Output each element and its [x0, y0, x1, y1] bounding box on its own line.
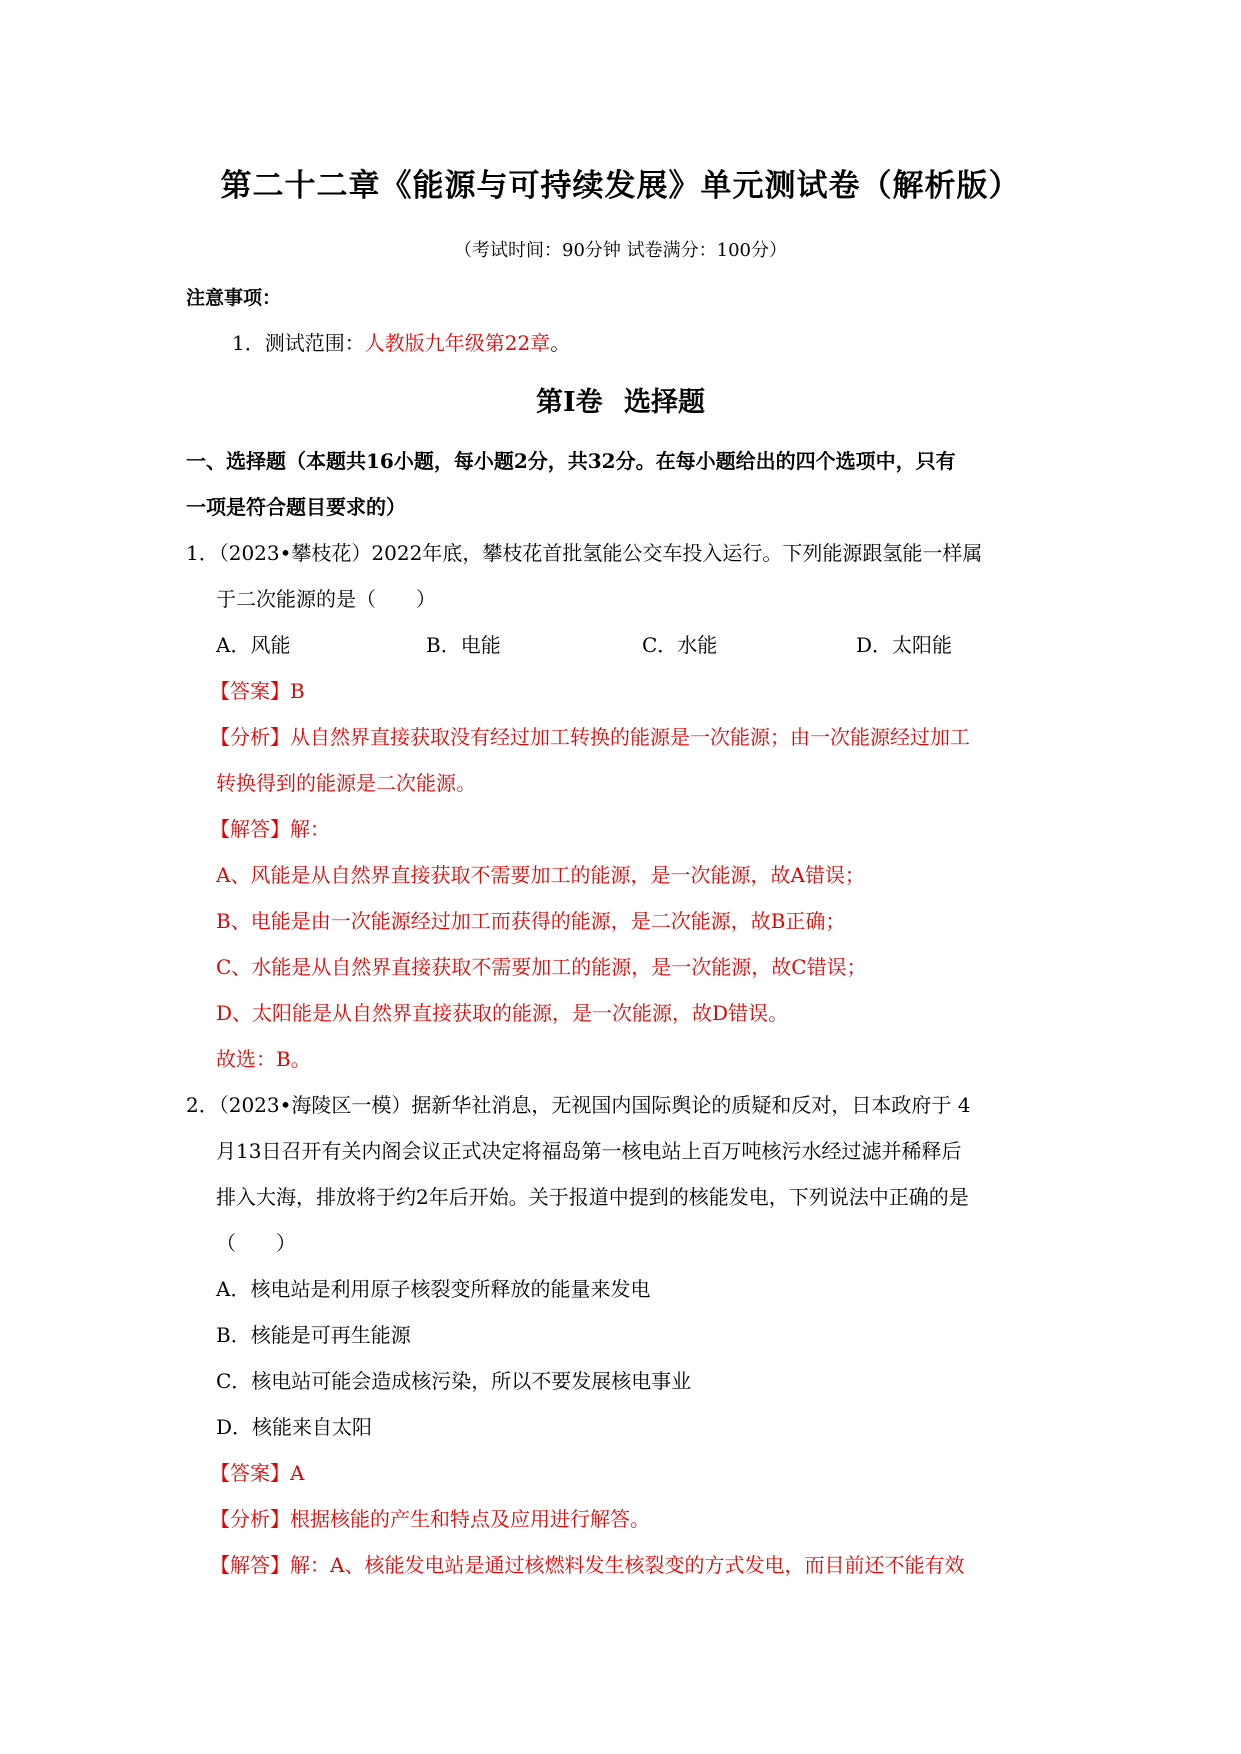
- section-instructions-line-1: 一、选择题（本题共16小题，每小题2分，共32分。在每小题给出的四个选项中，只有: [186, 449, 956, 473]
- q1-solution-tag: 【解答】: [210, 817, 290, 841]
- q1-option-d: D．太阳能: [856, 633, 953, 657]
- notes-item-1-prefix: 1．测试范围：: [232, 331, 365, 355]
- q2-answer: [210, 1460, 304, 1486]
- q1-stem-line-1: 1．（2023•攀枝花）2022年底，攀枝花首批氢能公交车投入运行。下列能源跟氢能一样属: [186, 541, 983, 565]
- q2-option-c: C．核电站可能会造成核污染，所以不要发展核电事业: [216, 1369, 692, 1393]
- q2-stem-line-3: 排入大海，排放将于约2年后开始。关于报道中提到的核能发电，下列说法中正确的是: [216, 1185, 969, 1209]
- q1-answer: [210, 678, 305, 704]
- section-instructions-line-2: 一项是符合题目要求的）: [186, 495, 406, 519]
- q1-solution-line-b: B、电能是由一次能源经过加工而获得的能源，是二次能源，故B正确；: [216, 909, 846, 933]
- q2-analysis: [210, 1506, 650, 1532]
- q2-stem-line-4: （ ）: [216, 1231, 296, 1255]
- q2-option-d: D．核能来自太阳: [216, 1415, 373, 1439]
- q1-analysis-line-1: [210, 724, 970, 750]
- q1-analysis-text: 从自然界直接获取没有经过加工转换的能源是一次能源；由一次能源经过加工: [290, 725, 970, 749]
- q2-solution-line-1: [210, 1552, 964, 1578]
- q2-option-a: A．核电站是利用原子核裂变所释放的能量来发电: [216, 1277, 651, 1301]
- exam-info: （考试时间：90分钟 试卷满分：100分）: [454, 240, 787, 261]
- q1-solution-line-c: C、水能是从自然界直接获取不需要加工的能源，是一次能源，故C错误；: [216, 955, 867, 979]
- q1-analysis-line-2: 转换得到的能源是二次能源。: [216, 771, 476, 795]
- q2-stem-line-1: 2．（2023•海陵区一模）据新华社消息，无视国内国际舆论的质疑和反对，日本政府于 4: [186, 1093, 971, 1117]
- q1-conclusion: 故选：B。: [216, 1047, 311, 1071]
- document-title: 第二十二章《能源与可持续发展》单元测试卷（解析版）: [220, 168, 1021, 204]
- q1-solution-intro: 解：: [290, 817, 330, 841]
- q2-answer-tag: 【答案】: [210, 1461, 290, 1485]
- q1-option-b: B．电能: [426, 633, 501, 657]
- section-title: 第Ⅰ卷 选择题: [535, 387, 706, 418]
- q1-option-a: A．风能: [216, 633, 291, 657]
- q2-option-b: B．核能是可再生能源: [216, 1323, 411, 1347]
- q1-analysis-tag: 【分析】: [210, 725, 290, 749]
- q1-solution-line-a: A、风能是从自然界直接获取不需要加工的能源，是一次能源，故A错误；: [216, 863, 865, 887]
- q1-answer-value: B: [290, 679, 305, 703]
- notes-heading: 注意事项：: [186, 287, 282, 309]
- q1-answer-tag: 【答案】: [210, 679, 290, 703]
- q2-solution-text: 解：A、核能发电站是通过核燃料发生核裂变的方式发电，而目前还不能有效: [290, 1553, 965, 1577]
- q1-solution-line-d: D、太阳能是从自然界直接获取的能源，是一次能源，故D错误。: [216, 1001, 789, 1025]
- q1-option-c: C．水能: [642, 633, 718, 657]
- q1-stem-line-2: 于二次能源的是（ ）: [216, 587, 436, 611]
- notes-item-1-scope: 人教版九年级第22章: [364, 331, 551, 355]
- q2-solution-tag: 【解答】: [210, 1553, 290, 1577]
- q2-stem-line-2: 月13日召开有关内阁会议正式决定将福岛第一核电站上百万吨核污水经过滤并稀释后: [216, 1139, 962, 1163]
- q2-analysis-tag: 【分析】: [210, 1507, 290, 1531]
- q2-answer-value: A: [290, 1461, 305, 1485]
- q1-solution-heading: [210, 816, 330, 842]
- q2-analysis-text: 根据核能的产生和特点及应用进行解答。: [290, 1507, 650, 1531]
- notes-item-1: [232, 330, 570, 356]
- notes-item-1-end: 。: [550, 331, 571, 355]
